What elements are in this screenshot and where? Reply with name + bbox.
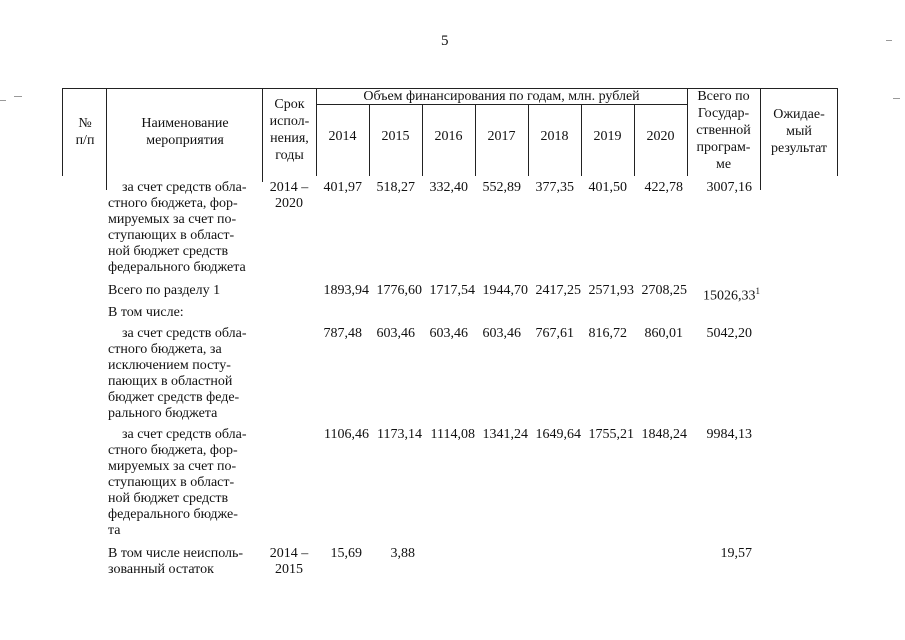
row-1-name: за счет средств обла- стного бюджета, фор- мируемых за счет по- ступающих в област- ной бюджет средств федерального бюджета — [108, 180, 247, 275]
header-year-2019: 2019 — [593, 129, 622, 144]
row-5-name: за счет средств обла- стного бюджета, фор- мируемых за счет по- ступающих в област- ной бюджет средств федерального бюдже- та — [108, 427, 247, 538]
row-5-2019: 1755,21 — [588, 427, 634, 442]
row-5-2020: 1848,24 — [641, 427, 687, 442]
row-2-2018: 2417,25 — [535, 283, 581, 298]
row-2-total: 15026,33$^1$ — [703, 286, 760, 304]
row-3-name: В том числе: — [108, 305, 184, 320]
scan-speck — [893, 98, 900, 99]
footnote-marker: 1 — [755, 286, 760, 296]
row-5-2015: 1173,14 — [377, 427, 422, 442]
header-year-2014: 2014 — [328, 129, 357, 144]
scan-speck — [0, 100, 6, 101]
row-5-2017: 1341,24 — [482, 427, 528, 442]
row-4-2016: 603,46 — [429, 326, 468, 341]
header-year-2020: 2020 — [646, 129, 675, 144]
header-year-2018: 2018 — [540, 129, 569, 144]
row-2-2015: 1776,60 — [376, 283, 422, 298]
row-1-2018: 377,35 — [535, 180, 574, 195]
header-name: Наименование мероприятия — [141, 116, 229, 148]
row-2-2014: 1893,94 — [323, 283, 369, 298]
row-6-name: В том числе неисполь- зованный остаток — [108, 546, 244, 577]
row-1-total: 3007,16 — [706, 180, 752, 195]
row-5-2014: 1106,46 — [324, 427, 369, 442]
row-5-2016: 1114,08 — [430, 427, 475, 442]
row-4-name: за счет средств обла- стного бюджета, за исключением посту- пающих в областной бюджет средств феде- рального бюджета — [108, 326, 247, 421]
row-6-2014: 15,69 — [330, 546, 362, 561]
row-6-total: 19,57 — [720, 546, 752, 561]
row-1-2015: 518,27 — [376, 180, 415, 195]
row-4-2017: 603,46 — [482, 326, 521, 341]
row-4-2018: 767,61 — [535, 326, 574, 341]
header-result: Ожидае- мый результат — [770, 107, 828, 156]
row-4-total: 5042,20 — [706, 326, 752, 341]
row-1-2014: 401,97 — [323, 180, 362, 195]
header-funding: Объем финансирования по годам, млн. рублей — [363, 89, 640, 104]
row-2-2020: 2708,25 — [641, 283, 687, 298]
row-6-2015: 3,88 — [390, 546, 415, 561]
header-number: № п/п — [75, 116, 95, 148]
row-1-2017: 552,89 — [482, 180, 521, 195]
row-2-2019: 2571,93 — [588, 283, 634, 298]
scan-speck — [14, 96, 22, 97]
row-6-term: 2014 – 2015 — [269, 546, 309, 577]
header-year-2015: 2015 — [381, 129, 410, 144]
row-1-term: 2014 – 2020 — [269, 180, 309, 211]
header-term: Срок испол- нения, годы — [269, 97, 310, 163]
row-4-2020: 860,01 — [644, 326, 683, 341]
header-total: Всего по Государ- ственной програм- ме — [696, 89, 751, 172]
row-4-2019: 816,72 — [588, 326, 627, 341]
header-year-2016: 2016 — [434, 129, 463, 144]
row-4-2015: 603,46 — [376, 326, 415, 341]
row-5-total: 9984,13 — [706, 427, 752, 442]
row-1-2020: 422,78 — [644, 180, 683, 195]
row-2-2017: 1944,70 — [482, 283, 528, 298]
row-1-2016: 332,40 — [429, 180, 468, 195]
row-4-2014: 787,48 — [323, 326, 362, 341]
page-number: 5 — [441, 33, 449, 49]
row-5-2018: 1649,64 — [535, 427, 581, 442]
header-year-2017: 2017 — [487, 129, 516, 144]
row-2-name: Всего по разделу 1 — [108, 283, 221, 298]
scan-speck — [886, 40, 892, 41]
row-1-2019: 401,50 — [588, 180, 627, 195]
row-2-2016: 1717,54 — [429, 283, 475, 298]
